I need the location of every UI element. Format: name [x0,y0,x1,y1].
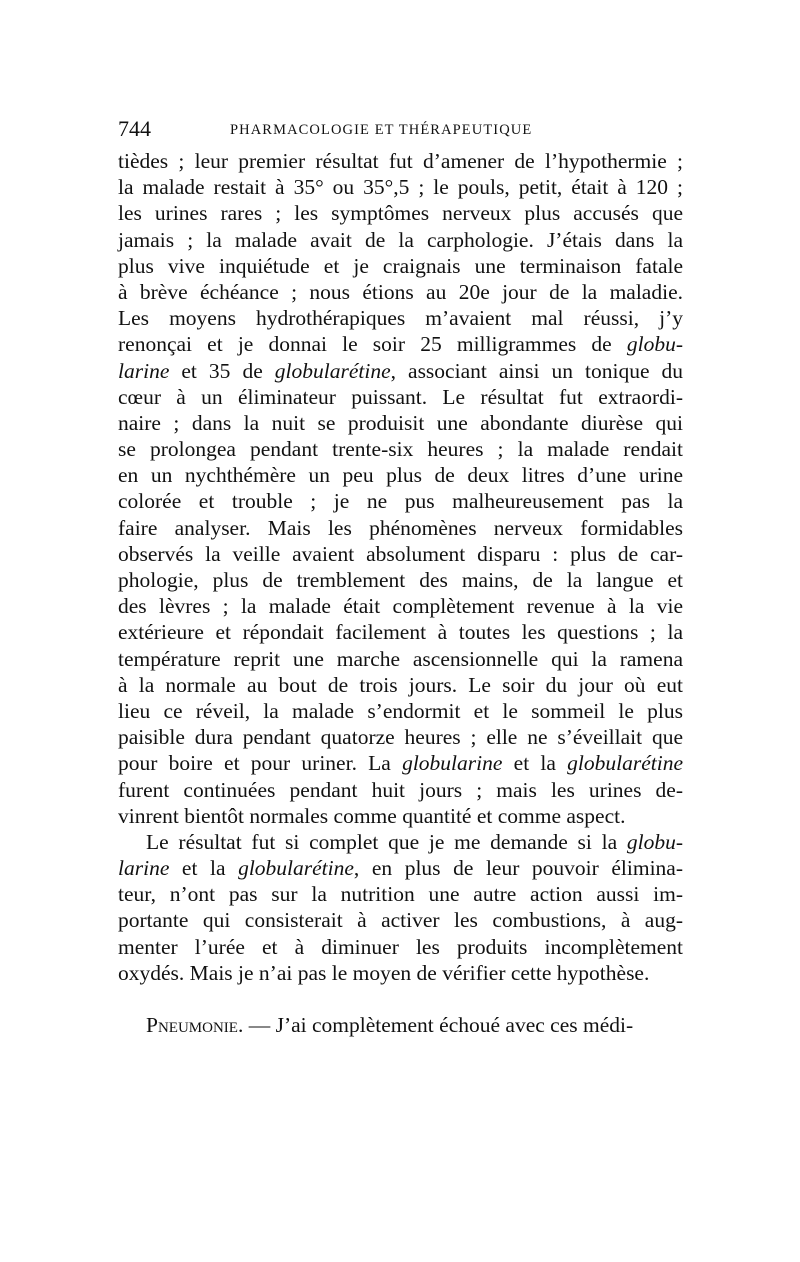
text-line: naire ; dans la nuit se produisit une abondante diurèse qui [118,410,683,435]
text-line: se prolongea pendant trente-six heures ; la malade rendait [118,437,683,462]
text-line: cœur à un éliminateur puissant. Le résultat fut extraordi- [118,384,683,409]
text-line: larine et la globularétine, en plus de leur pouvoir élimina- [118,856,683,881]
italic-term: globularétine [567,751,683,776]
text-line: colorée et trouble ; je ne pus malheureusement pas la [118,489,683,514]
italic-term: globu- [626,829,683,854]
section-heading: Pneumonie. [146,1013,244,1037]
text-line: plus vive inquiétude et je craignais une terminaison fatale [118,253,683,278]
text-line: renonçai et je donnai le soir 25 milligrammes de globu- [118,332,683,357]
italic-term: globularétine [238,856,354,881]
text-line: portante qui consisterait à activer les combustions, à aug- [118,908,683,933]
italic-term: globu- [626,332,683,357]
text-line: paisible dura pendant quatorze heures ; elle ne s’éveillait que [118,725,683,750]
text-line: oxydés. Mais je n’ai pas le moyen de vérifier cette hypothèse. [118,960,650,985]
text-line: menter l’urée et à diminuer les produits incomplètement [118,934,683,959]
text-line: les urines rares ; les symptômes nerveux plus accusés que [118,201,683,226]
text-line: observés la veille avaient absolument disparu : plus de car- [118,541,683,566]
running-head: PHARMACOLOGIE ET THÉRAPEUTIQUE [230,122,533,138]
text-line: à la normale au bout de trois jours. Le soir du jour où eut [118,672,683,697]
text-line: phologie, plus de tremblement des mains, de la langue et [118,568,683,592]
text-line: température reprit une marche ascensionnelle qui la ramena [118,646,683,671]
italic-term: globularétine [274,358,391,383]
text-line: extérieure et répondait facilement à toutes les questions ; la [118,620,683,645]
text-line: Les moyens hydrothérapiques m’avaient mal réussi, j’y [118,306,683,331]
page-number: 744 [118,116,151,141]
text-line: Le résultat fut si complet que je me demande si la globu- [146,829,683,854]
text-line: jamais ; la malade avait de la carphologie. J’étais dans la [118,227,683,252]
text-line: vinrent bientôt normales comme quantité et comme aspect. [118,803,626,828]
italic-term: globularine [402,751,503,776]
paragraph-1 [118,148,683,829]
text-line: pour boire et pour uriner. La globularine et la globularétine [118,751,683,776]
page-header [118,114,683,144]
text-line: furent continuées pendant huit jours ; mais les urines de- [118,777,683,802]
text-line: teur, n’ont pas sur la nutrition une autre action aussi im- [118,882,683,907]
text-line: la malade restait à 35° ou 35°,5 ; le pouls, petit, était à 120 ; [118,175,683,200]
paragraph-gap [118,986,683,1012]
text-line: Pneumonie. — J’ai complètement échoué avec ces médi- [146,1013,634,1037]
text-line: des lèvres ; la malade était complètement revenue à la vie [118,594,683,619]
italic-term: larine [118,856,170,881]
body-text [118,148,683,1038]
text-line: en un nychthémère un peu plus de deux litres d’une urine [118,463,683,488]
text-line: lieu ce réveil, la malade s’endormit et le sommeil le plus [118,698,683,723]
text-line: tièdes ; leur premier résultat fut d’amener de l’hypothermie ; [118,149,683,173]
paragraph-3 [118,1012,683,1038]
paragraph-2 [118,829,683,986]
italic-term: larine [118,358,170,383]
text-line: à brève échéance ; nous étions au 20e jour de la maladie. [118,279,683,304]
text-line: faire analyser. Mais les phénomènes nerveux formidables [118,515,683,540]
text-line: larine et 35 de globularétine, associant ainsi un tonique du [118,358,684,383]
